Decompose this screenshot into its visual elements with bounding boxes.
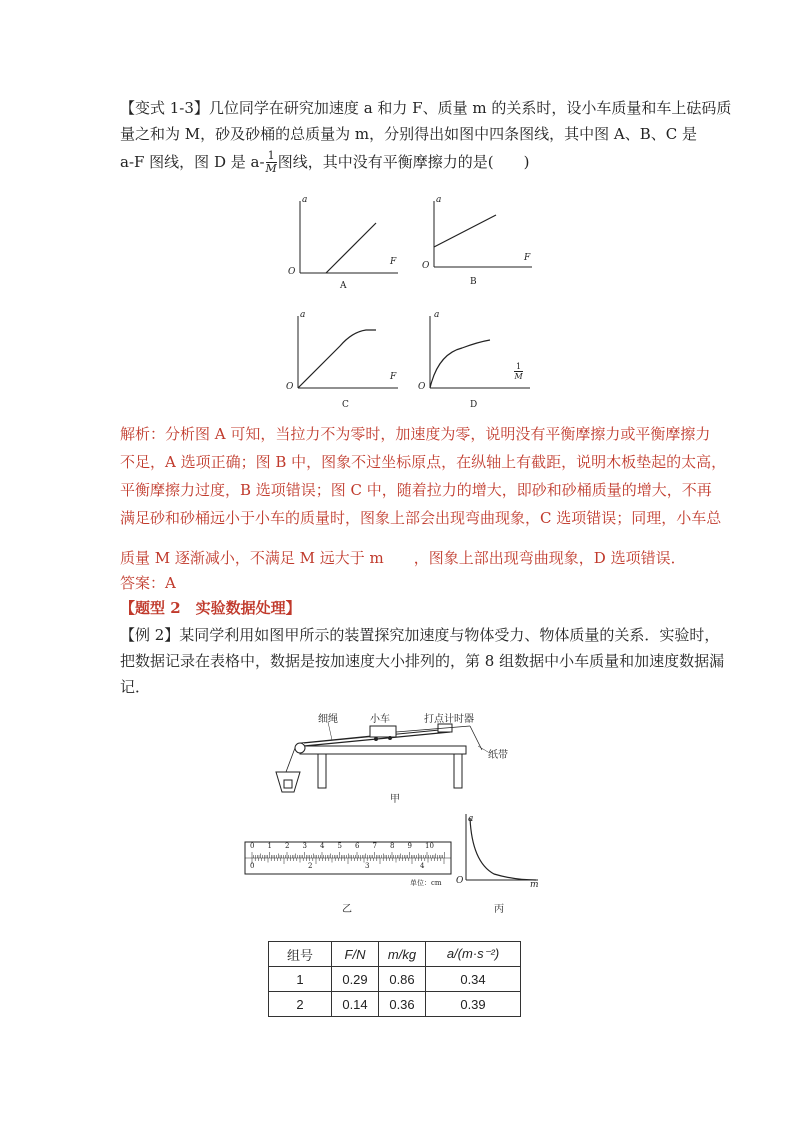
cell-acceleration: 0.39 — [426, 992, 521, 1017]
analysis-line-2: 不足，A 选项正确；图 B 中，图象不过坐标原点，在纵轴上有截距，说明木板垫起的太高， — [120, 453, 727, 471]
header-force: F/N — [332, 942, 379, 967]
table-row — [269, 992, 521, 1017]
graph-b-caption: B — [470, 277, 477, 287]
cell-mass: 0.86 — [379, 967, 426, 992]
graph-d-ylabel: a — [434, 310, 440, 320]
ruler-top-label: 0 — [250, 842, 255, 850]
graph-b-ylabel: a — [436, 195, 442, 205]
apparatus-diagram — [270, 710, 520, 810]
ruler-top-label: 3 — [302, 842, 307, 850]
analysis-line-3: 平衡摩擦力过度，B 选项错误；图 C 中，随着拉力的增大，即砂和砂桶质量的增大，不再 — [120, 481, 712, 499]
ruler-top-label: 4 — [320, 842, 325, 850]
ruler-bottom-label: 0 — [250, 862, 255, 870]
question-2 — [120, 622, 725, 700]
q1-line-3a: a-F 图线，图 D 是 a- — [120, 153, 265, 171]
graph-d-xlabel — [514, 362, 523, 381]
label-timer: 打点计时器 — [424, 714, 474, 725]
analysis-line-5: 质量 M 逐渐减小，不满足 M 远大于 m ，图象上部出现弯曲现象，D 选项错误． — [120, 549, 686, 567]
cell-force: 0.29 — [332, 967, 379, 992]
graph-c — [280, 310, 410, 410]
ruler-top-label: 7 — [372, 842, 377, 850]
graph-a-ylabel: a — [302, 195, 308, 205]
fraction-numerator: 1 — [267, 148, 275, 162]
q1-line-2: 量之和为 M，砂及砂桶的总质量为 m，分别得出如图中四条图线，其中图 A、B、C 是 — [120, 125, 697, 143]
cell-acceleration: 0.34 — [426, 967, 521, 992]
cell-group: 2 — [269, 992, 332, 1017]
graph-c-origin: O — [286, 382, 294, 392]
curve-caption: 丙 — [494, 904, 504, 915]
curve-diagram — [454, 810, 544, 915]
ruler-top-scale — [244, 842, 454, 852]
graph-a-origin: O — [288, 267, 296, 277]
ruler-top-label: 1 — [267, 842, 272, 850]
cell-group: 1 — [269, 967, 332, 992]
header-acceleration: a/(m·s⁻²) — [426, 942, 521, 967]
label-rope: 细绳 — [318, 714, 338, 725]
apparatus-caption: 甲 — [390, 794, 400, 805]
graph-d-xlabel-den: M — [514, 372, 523, 381]
graph-c-xlabel: F — [390, 372, 397, 382]
graph-d-caption: D — [470, 400, 478, 410]
data-table — [268, 941, 521, 1017]
graph-d-curve — [430, 340, 490, 388]
q1-line-1: 【变式 1-3】几位同学在研究加速度 a 和力 F、质量 m 的关系时，设小车质量和车上砝码质 — [120, 99, 732, 117]
graph-a-xlabel: F — [390, 257, 397, 267]
curve-line — [470, 818, 536, 880]
label-tape: 纸带 — [488, 750, 508, 761]
answer: 答案：A — [120, 574, 176, 592]
graph-d — [418, 310, 548, 410]
header-group: 组号 — [269, 942, 332, 967]
ruler-top-label: 2 — [285, 842, 290, 850]
ruler-unit: 单位：cm — [410, 879, 442, 887]
ruler-bottom-label: 4 — [420, 862, 425, 870]
graph-c-curve — [298, 330, 376, 388]
question-1 — [120, 95, 732, 177]
q1-line-3b: 图线，其中没有平衡摩擦力的是( ) — [277, 153, 530, 171]
ruler-top-label: 5 — [337, 842, 342, 850]
graph-c-caption: C — [342, 400, 349, 410]
graph-d-xlabel-num: 1 — [516, 362, 522, 371]
q2-line-1: 【例 2】某同学利用如图甲所示的装置探究加速度与物体受力、物体质量的关系．实验时， — [120, 626, 720, 644]
ruler-top-label: 6 — [355, 842, 360, 850]
fraction-1-over-m — [266, 150, 277, 175]
graph-b — [418, 195, 548, 295]
graph-a-caption: A — [340, 281, 347, 291]
curve-xlabel: m — [530, 880, 539, 890]
analysis — [120, 420, 727, 572]
cell-mass: 0.36 — [379, 992, 426, 1017]
ruler-top-label: 8 — [390, 842, 395, 850]
ruler-bottom-label: 2 — [308, 862, 313, 870]
graph-d-origin: O — [418, 382, 426, 392]
graph-b-xlabel: F — [524, 253, 531, 263]
graph-a-line — [326, 223, 376, 273]
curve-origin: O — [456, 876, 464, 886]
q1-line-3 — [120, 147, 680, 177]
ruler-caption: 乙 — [342, 904, 352, 915]
graph-b-origin: O — [422, 261, 430, 271]
ruler-top-label: 10 — [425, 842, 434, 850]
curve-ylabel: a — [468, 814, 474, 824]
graph-c-ylabel: a — [300, 310, 306, 320]
table-header-row — [269, 942, 521, 967]
ruler-bottom-scale — [244, 862, 454, 872]
analysis-line-1: 解析：分析图 A 可知，当拉力不为零时，加速度为零，说明没有平衡摩擦力或平衡摩擦力 — [120, 425, 711, 443]
table-row — [269, 967, 521, 992]
analysis-line-4: 满足砂和砂桶远小于小车的质量时，图象上部会出现弯曲现象，C 选项错误；同理，小车总 — [120, 509, 722, 527]
ruler-top-label: 9 — [407, 842, 412, 850]
ruler-bottom-label: 3 — [365, 862, 370, 870]
graph-a — [280, 195, 410, 295]
fraction-denominator: M — [265, 161, 277, 175]
q2-line-2: 把数据记录在表格中，数据是按加速度大小排列的，第 8 组数据中小车质量和加速度数据漏 — [120, 652, 725, 670]
graph-b-line — [434, 215, 496, 247]
q2-line-3: 记． — [120, 678, 151, 696]
cell-force: 0.14 — [332, 992, 379, 1017]
label-cart: 小车 — [370, 714, 390, 725]
ruler-diagram — [244, 836, 454, 915]
header-mass: m/kg — [379, 942, 426, 967]
section-heading: 【题型 2 实验数据处理】 — [120, 599, 301, 617]
